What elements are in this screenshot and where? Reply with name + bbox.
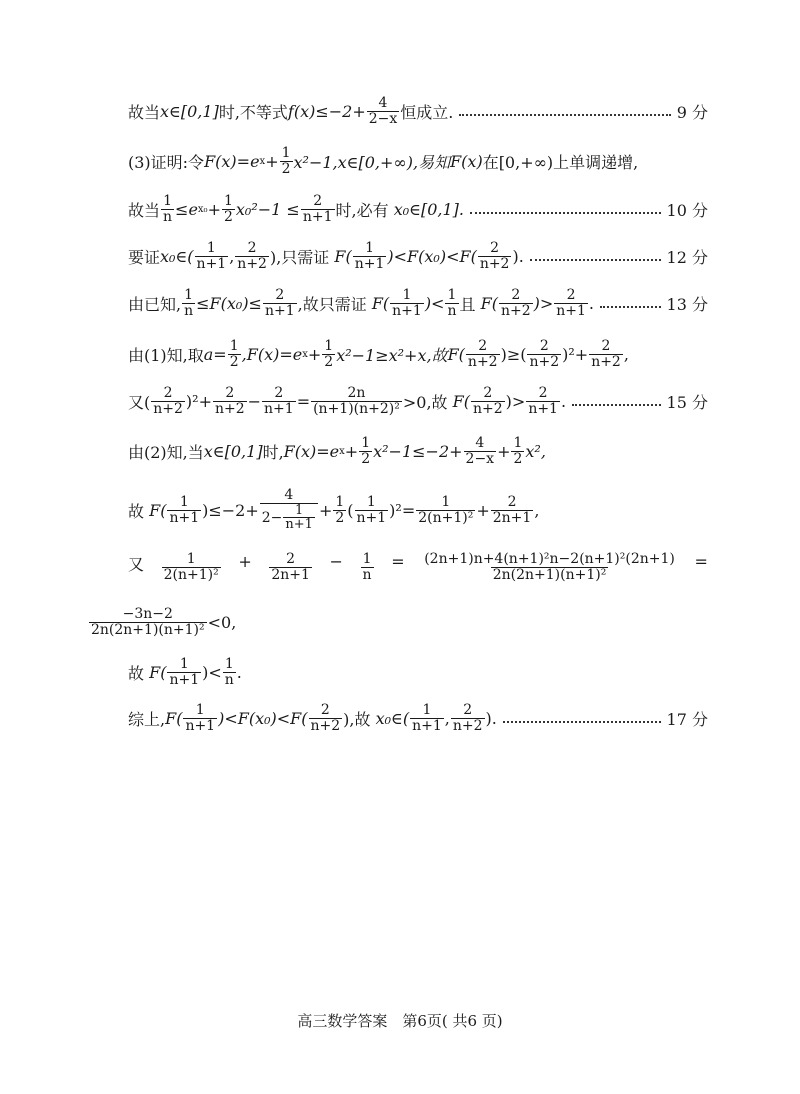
math-text: F( [452,391,470,411]
numerator: 1 [335,493,345,510]
math-text: x₀∈( [375,708,410,728]
math-text: , [229,246,235,266]
math-text: )< [202,662,222,682]
denominator: n+1 [285,517,313,533]
denominator: 2n+1 [271,566,310,583]
numerator: 1 [295,502,304,518]
fraction [167,657,201,687]
dot-leader [600,306,661,308]
numerator: 2 [463,701,473,718]
denominator: 2n(2n+1)(n+1)² [91,621,205,638]
numerator: 1 [366,493,376,510]
numerator: 2 [601,337,611,354]
math-text: + [344,441,359,461]
denominator: n+1 [169,509,200,526]
math-text: x₀²−1 ≤ [235,199,300,219]
solution-line-10pts [128,189,708,229]
math-text: x₀∈[0,1]. [393,199,464,219]
solution-line-12pts [128,236,708,276]
numerator: 1 [223,192,233,209]
fraction [333,495,346,525]
denominator: 2 [223,208,233,225]
denominator: n+2 [467,353,498,370]
math-text: F( [480,293,498,313]
math-text: F(x)=e [283,441,340,461]
numerator: 1 [362,550,372,567]
numerator: 2 [313,192,323,209]
denominator: n+2 [237,255,267,272]
denominator: (n+1)(n+2)² [313,400,400,417]
math-text: x²−1,x∈[0,+∞),易知 [293,152,451,172]
fraction [262,386,296,416]
denominator: 2 [324,353,334,370]
dot-leader [572,404,660,406]
math-text: + [207,199,221,219]
math-text [128,552,708,582]
math-text: ),故 [343,709,371,729]
numerator: 2 [225,384,235,401]
math-text: , [623,344,629,364]
numerator: 1 [447,286,457,303]
denominator: 2 [361,450,371,467]
fraction [301,194,335,224]
numerator: 4 [284,487,294,504]
math-text: 在[0,+∞)上单调递增, [482,152,639,172]
denominator: n+2 [214,400,245,417]
solution-line-part2 [128,431,708,471]
numerator: 1 [281,144,291,161]
math-text [128,703,497,733]
solution-line-15pts [128,381,708,421]
denominator: 2(n+1)² [163,566,219,583]
math-text: )<F(x₀)<F( [387,246,477,266]
math-text: x [259,155,266,167]
math-text [128,436,546,466]
math-text: ≤F(x₀)≤ [196,293,262,313]
fraction [416,495,475,525]
math-text: ( [347,500,354,520]
fraction [161,194,174,224]
denominator: 2n+1 [492,509,532,526]
math-text: , [444,708,450,728]
denominator: n+1 [354,255,385,272]
score-label: 17 分 [666,709,708,729]
math-text: = [296,391,311,411]
solution-line-nested [128,484,708,536]
fraction [195,241,229,271]
math-text: 又( [128,392,151,412]
fraction [589,339,623,369]
score-label: 15 分 [666,392,708,412]
numerator: 2 [274,384,284,401]
fraction [491,495,534,525]
math-text: )> [533,293,554,313]
fraction [183,703,217,733]
fraction [283,504,315,532]
fraction [309,703,343,733]
dot-leader [503,721,661,723]
denominator: n+2 [529,353,560,370]
numerator: 1 [324,337,334,354]
fraction [359,436,372,466]
dot-leader [470,212,661,214]
math-text: )> [505,391,526,411]
numerator: 1 [179,655,189,672]
math-text: )≥( [500,344,527,364]
math-text: )²+ [185,391,212,411]
fraction [311,386,402,416]
denominator: n+1 [392,302,422,319]
fraction [410,703,444,733]
denominator: n+1 [528,400,558,417]
math-text: F(x) [450,151,483,171]
fraction [471,386,505,416]
math-text: − [329,551,343,571]
numerator: −3n−2 [122,605,173,622]
math-text: + [238,551,252,571]
page-footer: 高三数学答案 第6页( 共6 页) [297,1012,503,1030]
denominator: n+2 [500,302,531,319]
proof-intro-line [128,141,708,181]
math-text: x²−1≥x²+x,故 [336,345,448,365]
dot-leader [459,114,670,116]
math-text: 故 [128,501,145,521]
fraction [499,288,533,318]
denominator: n+1 [356,509,387,526]
math-text: <0, [207,612,237,632]
numerator: 1 [513,434,523,451]
numerator: 4 [475,434,485,451]
math-text: ). [512,246,524,266]
denominator: n+2 [591,353,621,370]
denominator: n+1 [169,671,200,688]
fraction [235,241,269,271]
fraction [451,703,485,733]
numerator: 1 [179,493,189,510]
math-text: )²= [389,500,416,520]
math-text [128,241,524,271]
denominator: n+2 [479,255,510,272]
fraction [89,607,207,637]
denominator [260,503,318,532]
fraction [167,495,201,525]
denominator: 2 [281,160,291,177]
denominator: 2n(2n+1)(n+1)² [492,566,607,583]
math-text: − [247,391,262,411]
denominator: 2 [513,450,523,467]
fraction [466,339,500,369]
math-text: 且 [459,294,476,314]
math-text [128,339,629,369]
numerator: 2n [347,384,366,401]
math-text: x [339,445,345,457]
denominator: n [224,671,234,688]
math-text: ≤e [175,199,198,219]
numerator: 1 [441,493,451,510]
fraction [151,386,185,416]
denominator: n+1 [264,400,294,417]
math-text: )²+ [562,344,589,364]
math-text: . [560,391,567,411]
fraction [445,288,458,318]
math-text: + [476,500,490,520]
math: x∈[0,1] [160,101,219,121]
dot-leader [530,259,661,261]
solution-line-part1 [128,334,708,374]
solution-line-long [128,547,708,587]
denominator: n [362,566,372,583]
numerator: 2 [286,550,296,567]
math-text [128,146,638,176]
score-label: 10 分 [666,200,708,220]
math-text: 由(1)知,取 [128,345,204,365]
math-text: 故当 [128,200,161,220]
denominator: 2(n+1)² [418,509,474,526]
denominator: n+2 [310,717,341,734]
numerator: 2 [483,384,493,401]
text: 恒成立. [400,102,454,122]
fraction [526,386,560,416]
numerator: 2 [539,337,549,354]
math-text: )< [424,293,445,313]
denominator: n [447,302,457,319]
numerator: 1 [206,239,216,256]
math-text: ,故只需证 [297,294,367,314]
fraction [367,96,400,126]
math-text: + [318,500,333,520]
math-text: + [265,151,279,171]
denominator: 2 [229,353,239,370]
denominator: n+1 [412,717,442,734]
math-text [128,288,594,318]
numerator: 2 [490,239,500,256]
math-text: F(x)=e [204,151,260,171]
fraction [222,194,235,224]
score-label: 12 分 [666,247,708,267]
fraction [478,241,512,271]
math-text: F( [165,708,183,728]
numerator: 1 [163,192,172,209]
math-text: = [694,551,708,571]
math-text: x∈[0,1] [203,441,263,461]
math-text: (3)证明:令 [128,152,205,172]
numerator: 1 [224,655,234,672]
math-text: 要证 [128,247,161,267]
fraction [511,436,524,466]
math-text: . [236,662,242,682]
fraction [263,288,297,318]
fraction [353,241,387,271]
numerator: 1 [365,239,375,256]
fraction [464,436,497,466]
math-text: )≤−2+ [202,500,259,520]
numerator: 2 [320,701,330,718]
fraction [223,657,236,687]
math-text: F( [149,662,167,682]
numerator: 1 [229,337,239,354]
denominator: 2−x [465,450,495,467]
fraction [213,386,247,416]
numerator: 1 [195,701,205,718]
math-text [128,488,539,532]
denominator: n+2 [452,717,483,734]
numerator: 2 [511,286,521,303]
math-text: x [302,348,308,360]
math-text: 时, [262,442,284,462]
denominator: n [184,302,194,319]
math-text: 由已知, [128,294,182,314]
numerator: 2 [538,384,548,401]
denominator: 2−x [368,110,398,127]
numerator: 2 [163,384,173,401]
math-text: x²−1≤−2+ [373,441,463,461]
fraction [527,339,561,369]
solution-line-17pts [128,698,708,738]
math-text: 由(2)知,当 [128,442,204,462]
fraction [182,288,195,318]
text: 时,不等式 [218,102,288,122]
denominator: n+1 [196,255,227,272]
denominator: n+1 [302,208,333,225]
fraction [355,495,389,525]
numerator: 1 [422,701,432,718]
fraction [422,552,677,582]
denominator: n+1 [264,302,295,319]
math-text: 又 [128,554,145,574]
math-text: F( [371,293,390,313]
math: f(x)≤−2+ [287,101,366,121]
score-label: 9 分 [676,102,708,122]
numerator: 1 [184,286,194,303]
math-text: . [588,293,595,313]
math-text: = [391,551,405,571]
numerator: (2n+1)n+4(n+1)²n−2(n+1)²(2n+1) [424,550,675,567]
denominator: n+1 [556,302,586,319]
math-text: F( [334,246,352,266]
denominator: n+1 [185,717,216,734]
math-text: 故 [128,663,145,683]
numerator: 1 [402,286,412,303]
math-text [88,607,236,637]
denominator: n [163,208,173,225]
numerator: 2 [478,337,488,354]
fraction [390,288,424,318]
fraction [228,339,241,369]
numerator: 1 [186,550,196,567]
numerator: 2 [275,286,285,303]
math-text: a= [203,344,227,364]
math-text: ),只需证 [269,247,330,267]
math-text: + [497,441,511,461]
numerator: 4 [378,94,388,111]
fraction [162,552,221,582]
math-text: F( [149,500,167,520]
math-text: >0,故 [402,392,448,412]
fraction [280,146,293,176]
numerator: 2 [247,239,257,256]
numerator: 2 [507,493,517,510]
fraction [322,339,335,369]
math-text: x₀ [197,203,208,215]
math-text: F( [447,344,465,364]
fraction [554,288,588,318]
math-text: 2− [261,509,283,526]
denominator: 2 [335,509,345,526]
solution-line-9pts [128,91,708,131]
fraction [361,552,374,582]
math-text: , [534,500,540,520]
math-text [128,194,464,224]
fraction [269,552,312,582]
math-text [128,657,242,687]
text: 故当 [128,102,161,122]
solution-line-continuation [88,602,708,642]
numerator: 1 [361,434,371,451]
denominator: n+2 [153,400,183,417]
math-text: ,F(x)=e [241,344,303,364]
math-text: )<F(x₀)<F( [218,708,308,728]
solution-line-13pts [128,283,708,323]
nested-fraction [260,488,318,532]
math-text: ). [485,708,497,728]
math-text: + [307,344,322,364]
numerator: 2 [566,286,576,303]
math-text: 时,必有 [335,200,389,220]
math-text: x₀∈( [160,246,194,266]
solution-line-conclusion-a [128,652,708,692]
denominator: n+2 [473,400,503,417]
math-text [128,386,566,416]
math-text: 综上, [128,709,166,729]
score-label: 13 分 [666,294,708,314]
math-text: x², [525,441,546,461]
math-text [128,96,453,126]
